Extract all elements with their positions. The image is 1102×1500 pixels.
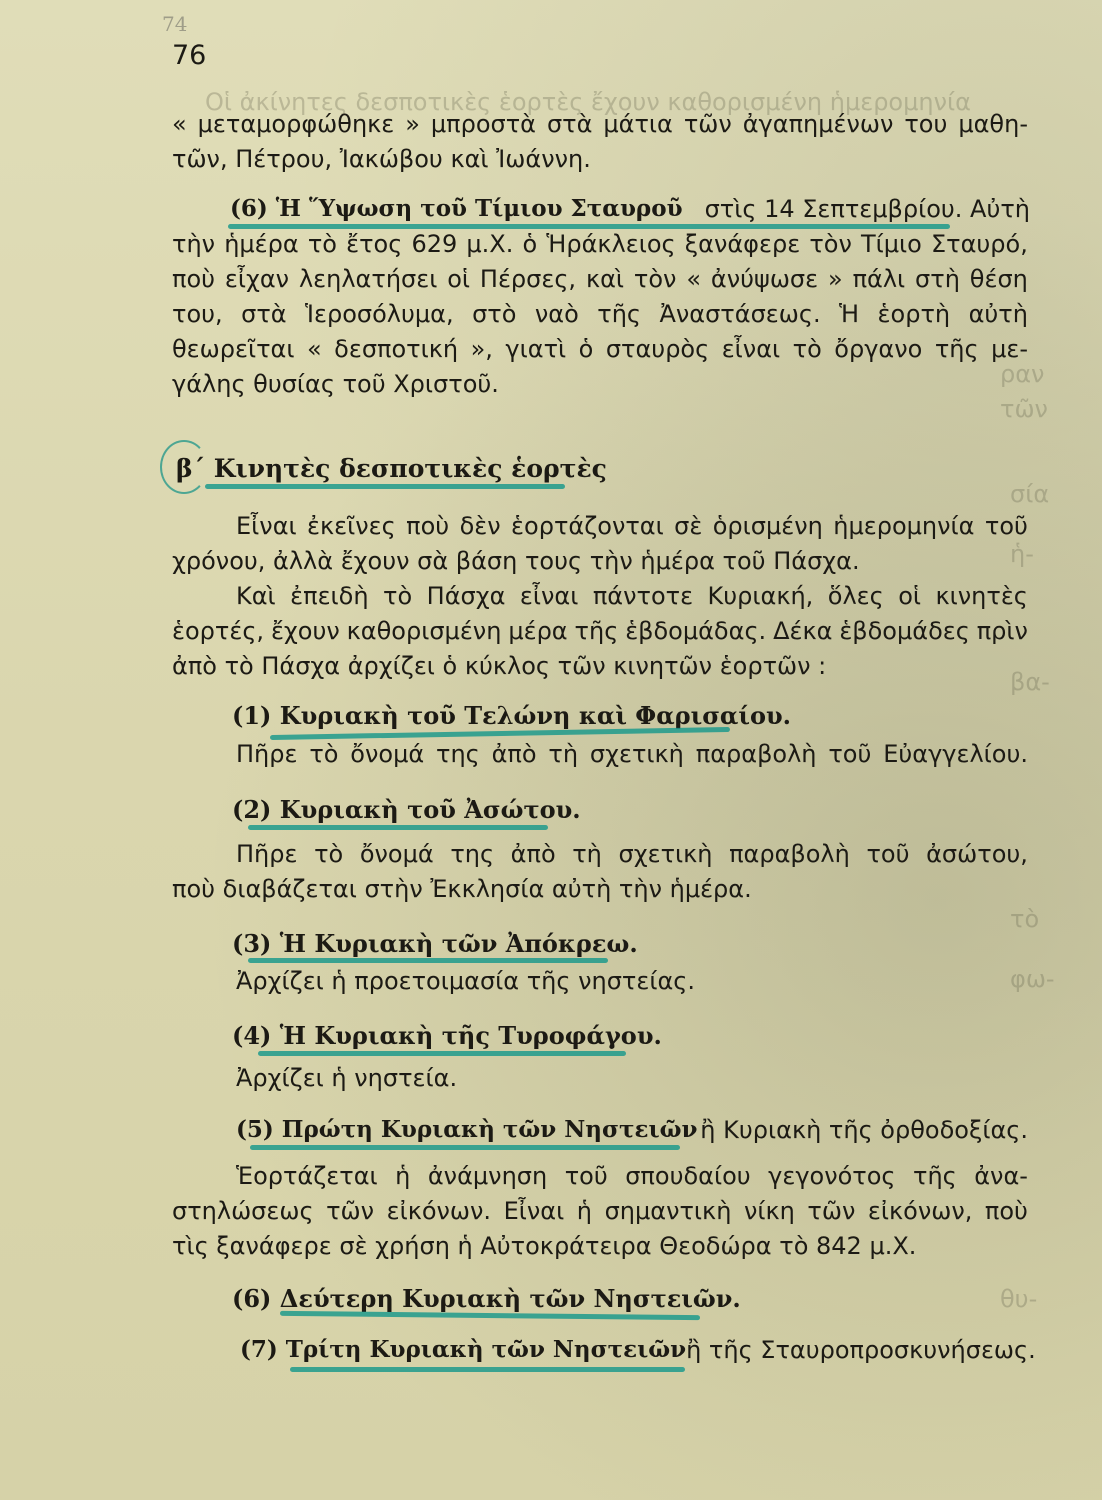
text-line: τὴν ἡμέρα τὸ ἔτος 629 μ.Χ. ὁ Ἡράκλειος ξανάφερε τὸν Τίμιο Σταυρό, <box>172 230 1028 258</box>
text-line: θεωρεῖται « δεσποτική », γιατὶ ὁ σταυρὸς εἶναι τὸ ὄργανο τῆς με- <box>172 335 1028 363</box>
text-line: χρόνου, ἀλλὰ ἔχουν σὰ βάση τους τὴν ἡμέρα τοῦ Πάσχα. <box>172 547 860 575</box>
text-fragment: ἢ τῆς Σταυροπροσκυνήσεως. <box>686 1336 1036 1364</box>
bleed-through-text: τὸ <box>1010 905 1040 933</box>
bleed-through-text: θυ- <box>1000 1285 1038 1313</box>
item-2-heading: (2) Κυριακὴ τοῦ Ἀσώτου. <box>232 795 581 824</box>
section-6-line <box>230 193 1030 225</box>
bleed-through-text: Οἱ ἀκίνητες δεσποτικὲς ἑορτὲς ἔχουν καθορισμένη ἡμερομηνία <box>205 88 971 116</box>
text-fragment: ἢ Κυριακὴ τῆς ὀρθοδοξίας. <box>700 1116 1028 1144</box>
bleed-through-text: βα- <box>1010 668 1050 696</box>
bleed-through-text: φω- <box>1010 965 1055 993</box>
highlight-mark <box>248 825 548 830</box>
item-3-heading: (3) Ἡ Κυριακὴ τῶν Ἀπόκρεω. <box>232 929 638 958</box>
item-5-heading: (5) Πρώτη Κυριακὴ τῶν Νηστειῶν <box>236 1116 698 1143</box>
text-fragment: στὶς 14 Σεπτεμβρίου. Αὐτὴ <box>704 195 1030 223</box>
item-7-heading: (7) Τρίτη Κυριακὴ τῶν Νηστειῶν <box>240 1336 687 1363</box>
text-line: Ἀρχίζει ἡ νηστεία. <box>236 1064 458 1092</box>
subsection-heading: β΄ Κινητὲς δεσποτικὲς ἑορτὲς <box>176 454 607 483</box>
item-5-line <box>236 1114 1028 1146</box>
text-line: του, στὰ Ἱεροσόλυμα, στὸ ναὸ τῆς Ἀναστάσεως. Ἡ ἑορτὴ αὐτὴ <box>172 300 1028 328</box>
text-line: « μεταμορφώθηκε » μπροστὰ στὰ μάτια τῶν ἀγαπημένων του μαθη- <box>172 110 1028 138</box>
item-7-line <box>240 1334 1036 1366</box>
pencil-page-number: 74 <box>162 12 188 36</box>
section-6-heading: (6) Ἡ Ὕψωση τοῦ Τίμιου Σταυροῦ <box>230 195 683 222</box>
text-line: ἑορτές, ἔχουν καθορισμένη μέρα τῆς ἑβδομάδας. Δέκα ἑβδομάδες πρὶν <box>172 617 1028 645</box>
item-1-heading: (1) Κυριακὴ τοῦ Τελώνη καὶ Φαρισαίου. <box>232 701 792 730</box>
text-line: ποὺ διαβάζεται στὴν Ἐκκλησία αὐτὴ τὴν ἡμέρα. <box>172 875 752 903</box>
text-line: στηλώσεως τῶν εἰκόνων. Εἶναι ἡ σημαντικὴ νίκη τῶν εἰκόνων, ποὺ <box>172 1197 1028 1225</box>
text-line: Εἶναι ἐκεῖνες ποὺ δὲν ἑορτάζονται σὲ ὁρισμένη ἡμερομηνία τοῦ <box>236 512 1028 540</box>
bleed-through-text: ραν <box>1000 360 1045 388</box>
text-line: γάλης θυσίας τοῦ Χριστοῦ. <box>172 370 499 398</box>
bleed-through-text: σία <box>1010 480 1050 508</box>
text-line: ποὺ εἶχαν λεηλατήσει οἱ Πέρσες, καὶ τὸν « ἀνύψωσε » πάλι στὴ θέση <box>172 265 1028 293</box>
item-6-heading: (6) Δεύτερη Κυριακὴ τῶν Νηστειῶν. <box>232 1284 741 1313</box>
text-line: Πῆρε τὸ ὄνομά της ἀπὸ τὴ σχετικὴ παραβολὴ τοῦ ἀσώτου, <box>236 840 1028 868</box>
text-line: τὶς ξανάφερε σὲ χρήση ἡ Αὐτοκράτειρα Θεοδώρα τὸ 842 μ.Χ. <box>172 1232 917 1260</box>
highlight-mark <box>250 1145 680 1150</box>
bleed-through-text: τῶν <box>1000 395 1048 423</box>
highlight-mark <box>205 484 565 489</box>
highlight-mark <box>290 1367 685 1372</box>
item-4-heading: (4) Ἡ Κυριακὴ τῆς Τυροφάγου. <box>232 1021 662 1050</box>
text-line: Ἀρχίζει ἡ προετοιμασία τῆς νηστείας. <box>236 967 695 995</box>
text-line: τῶν, Πέτρου, Ἰακώβου καὶ Ἰωάννη. <box>172 145 591 173</box>
highlight-mark <box>258 1051 626 1056</box>
text-line: Καὶ ἐπειδὴ τὸ Πάσχα εἶναι πάντοτε Κυριακή, ὅλες οἱ κινητὲς <box>236 582 1028 610</box>
text-line: Ἑορτάζεται ἡ ἀνάμνηση τοῦ σπουδαίου γεγονότος τῆς ἀνα- <box>236 1162 1028 1190</box>
highlight-mark <box>248 958 608 963</box>
text-line: Πῆρε τὸ ὄνομά της ἀπὸ τὴ σχετικὴ παραβολὴ τοῦ Εὐαγγελίου. <box>236 740 1028 768</box>
page-number: 76 <box>172 40 207 71</box>
bleed-through-text: ἡ- <box>1010 540 1034 568</box>
text-line: ἀπὸ τὸ Πάσχα ἀρχίζει ὁ κύκλος τῶν κινητῶν ἑορτῶν : <box>172 652 827 680</box>
